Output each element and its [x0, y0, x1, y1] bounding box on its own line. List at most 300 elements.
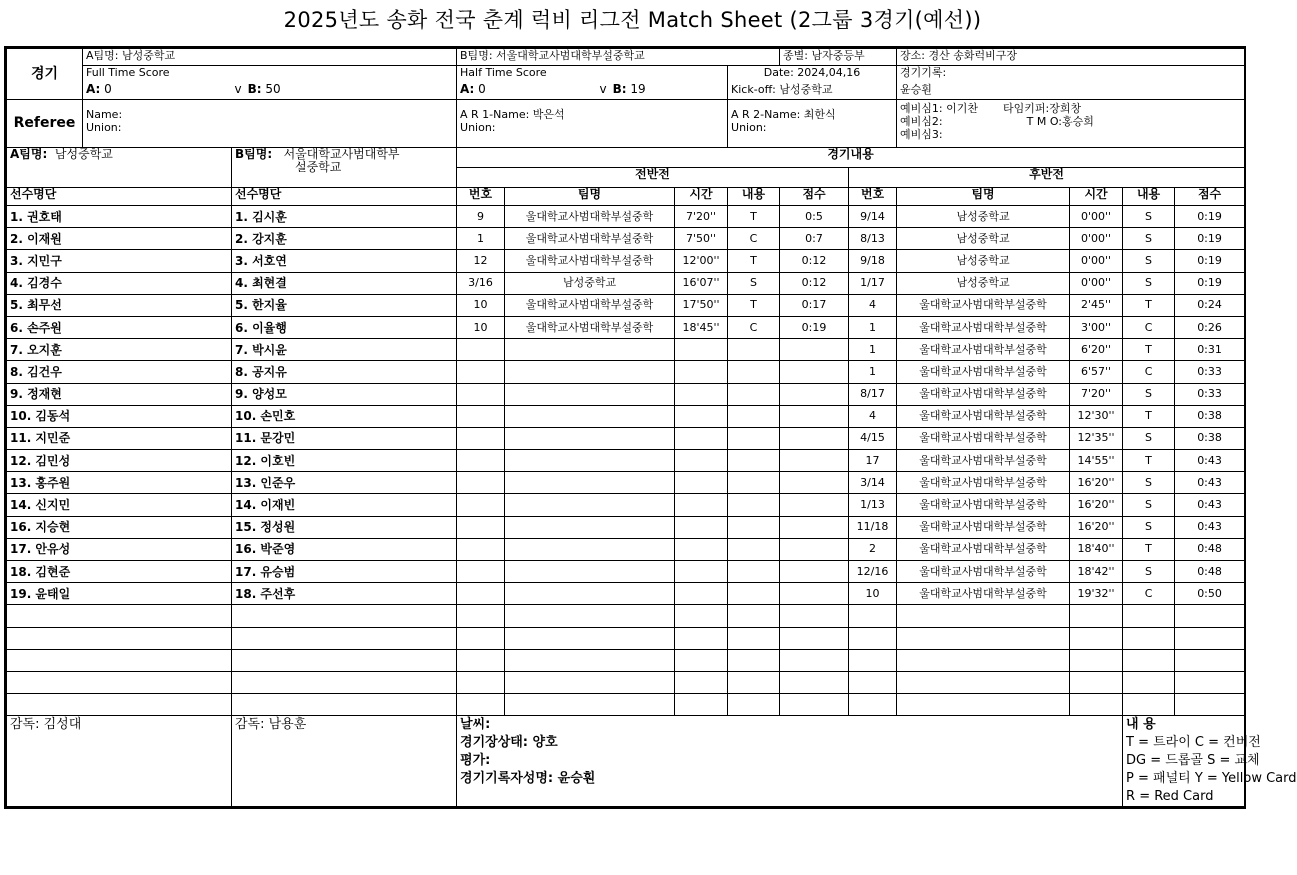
first-half-type: S	[728, 272, 780, 294]
first-half-no	[457, 383, 505, 405]
second-half-score	[1175, 605, 1245, 627]
legend-line-1: T = 트라이 C = 컨버전	[1126, 735, 1261, 751]
b-player: 1. 김시훈	[232, 206, 457, 228]
half-time-a-score: 0	[478, 81, 486, 96]
first-half-team	[505, 516, 675, 538]
second-half-no: 10	[849, 583, 897, 605]
a-player	[7, 627, 232, 649]
second-half-no: 4	[849, 294, 897, 316]
second-half-team: 울대학교사범대학부설중학	[897, 339, 1070, 361]
second-half-score: 0:48	[1175, 561, 1245, 583]
ar1-name: A R 1-Name: 박은석	[460, 108, 565, 121]
table-row	[7, 605, 1245, 627]
first-half-score	[780, 427, 849, 449]
first-half-type	[728, 450, 780, 472]
b-player: 10. 손민호	[232, 405, 457, 427]
first-half-no	[457, 339, 505, 361]
second-half-team: 남성중학교	[897, 272, 1070, 294]
b-player: 5. 한지율	[232, 294, 457, 316]
second-half-no: 12/16	[849, 561, 897, 583]
ar1-union: Union:	[460, 121, 496, 134]
second-half-no: 11/18	[849, 516, 897, 538]
first-half-score: 0:17	[780, 294, 849, 316]
first-half-no	[457, 694, 505, 716]
second-half-score: 0:48	[1175, 538, 1245, 560]
second-half-team	[897, 605, 1070, 627]
table-row	[7, 383, 1245, 405]
first-half-team	[505, 561, 675, 583]
second-half-team	[897, 671, 1070, 693]
second-half-team: 울대학교사범대학부설중학	[897, 516, 1070, 538]
table-row	[7, 649, 1245, 671]
b-player: 18. 주선후	[232, 583, 457, 605]
b-player: 13. 인준우	[232, 472, 457, 494]
first-half-type	[728, 627, 780, 649]
a-player: 6. 손주원	[7, 316, 232, 338]
table-row	[7, 494, 1245, 516]
versus-label: v	[234, 81, 242, 96]
first-half-type	[728, 516, 780, 538]
a-player: 8. 김건우	[7, 361, 232, 383]
a-player: 12. 김민성	[7, 450, 232, 472]
second-half-team: 울대학교사범대학부설중학	[897, 405, 1070, 427]
first-half-score	[780, 583, 849, 605]
first-half-time	[675, 671, 728, 693]
first-half-no: 3/16	[457, 272, 505, 294]
second-half-type	[1123, 605, 1175, 627]
a-label: A:	[86, 81, 101, 96]
referee-label: Referee	[7, 100, 83, 148]
second-half-time	[1070, 627, 1123, 649]
second-half-score	[1175, 671, 1245, 693]
sheet-title: 2025년도 송화 전국 춘계 럭비 리그전 Match Sheet (2그룹 3경기(예선))	[283, 8, 982, 32]
second-half-score: 0:26	[1175, 316, 1245, 338]
first-half-score	[780, 694, 849, 716]
first-half-team	[505, 427, 675, 449]
second-half-no: 8/13	[849, 228, 897, 250]
second-half-time: 0'00''	[1070, 272, 1123, 294]
first-half-no	[457, 494, 505, 516]
second-half-col-no: 번호	[849, 188, 897, 206]
first-half-team	[505, 494, 675, 516]
a-player: 14. 신지민	[7, 494, 232, 516]
first-half-no: 10	[457, 316, 505, 338]
field-condition: 경기장상태: 양호	[460, 735, 558, 751]
second-half-team: 울대학교사범대학부설중학	[897, 294, 1070, 316]
full-time-b-score: 50	[265, 81, 281, 96]
a-player: 4. 김경수	[7, 272, 232, 294]
second-half-time: 14'55''	[1070, 450, 1123, 472]
coach-a: 감독: 김성대	[7, 716, 232, 807]
first-half-score	[780, 450, 849, 472]
second-half-no: 9/18	[849, 250, 897, 272]
half-time-b	[505, 83, 728, 100]
a-player-list-header: 선수명단	[7, 188, 232, 206]
first-half-col-team: 팀명	[505, 188, 675, 206]
second-half-team: 울대학교사범대학부설중학	[897, 383, 1070, 405]
second-half-type: C	[1123, 583, 1175, 605]
second-half-team: 남성중학교	[897, 206, 1070, 228]
second-half-type: S	[1123, 561, 1175, 583]
table-row	[7, 561, 1245, 583]
first-half-time	[675, 605, 728, 627]
first-half-no: 1	[457, 228, 505, 250]
first-half-time: 17'50''	[675, 294, 728, 316]
first-half-no	[457, 561, 505, 583]
first-half-score	[780, 472, 849, 494]
roster-b-team	[232, 148, 457, 188]
first-half-time	[675, 383, 728, 405]
reserve-referee-1: 예비심1: 이기찬	[900, 102, 978, 115]
first-half-time	[675, 561, 728, 583]
b-label: B:	[612, 81, 627, 96]
second-half-no: 1	[849, 339, 897, 361]
second-half-team: 울대학교사범대학부설중학	[897, 427, 1070, 449]
second-half-time: 6'20''	[1070, 339, 1123, 361]
first-half-time	[675, 694, 728, 716]
recorder-name: 윤승훤	[897, 83, 1245, 100]
table-row	[7, 671, 1245, 693]
first-half-team	[505, 538, 675, 560]
first-half-team: 울대학교사범대학부설중학	[505, 250, 675, 272]
first-half-score: 0:12	[780, 272, 849, 294]
match-label: 경기	[7, 49, 83, 100]
second-half-time	[1070, 605, 1123, 627]
table-row	[7, 627, 1245, 649]
first-half-no	[457, 405, 505, 427]
ar1-info	[457, 100, 728, 148]
b-player	[232, 694, 457, 716]
first-half-score	[780, 494, 849, 516]
second-half-time	[1070, 649, 1123, 671]
first-half-type	[728, 472, 780, 494]
a-label: A:	[460, 81, 475, 96]
first-half-team	[505, 627, 675, 649]
second-half-score: 0:33	[1175, 361, 1245, 383]
record-label: 경기기록:	[897, 66, 1245, 83]
second-half-time: 6'57''	[1070, 361, 1123, 383]
second-half-time: 0'00''	[1070, 228, 1123, 250]
full-time-b	[232, 83, 457, 100]
table-row	[7, 272, 1245, 294]
second-half-no: 8/17	[849, 383, 897, 405]
table-row	[7, 250, 1245, 272]
b-player: 16. 박준영	[232, 538, 457, 560]
first-half-time	[675, 361, 728, 383]
team-b-line: B팀명: 서울대학교사범대학부설중학교	[457, 49, 780, 66]
first-half-time	[675, 427, 728, 449]
second-half-no	[849, 649, 897, 671]
first-half-team	[505, 649, 675, 671]
first-half-col-time: 시간	[675, 188, 728, 206]
first-half-time: 16'07''	[675, 272, 728, 294]
table-row	[7, 361, 1245, 383]
b-team-name-line1: 서울대학교사범대학부	[283, 147, 400, 161]
first-half-no: 9	[457, 206, 505, 228]
table-row	[7, 694, 1245, 716]
second-half-time: 0'00''	[1070, 206, 1123, 228]
first-half-time: 7'50''	[675, 228, 728, 250]
a-team-name: 남성중학교	[54, 147, 113, 161]
second-half-type: C	[1123, 316, 1175, 338]
second-half-type: S	[1123, 250, 1175, 272]
legend-title: 내 용	[1126, 717, 1156, 733]
match-sheet	[4, 46, 1297, 809]
table-row	[7, 405, 1245, 427]
second-half-time: 19'32''	[1070, 583, 1123, 605]
second-half-time: 2'45''	[1070, 294, 1123, 316]
b-player	[232, 649, 457, 671]
first-half-no	[457, 361, 505, 383]
second-half-no: 1	[849, 316, 897, 338]
b-player: 17. 유승범	[232, 561, 457, 583]
a-player: 16. 지승현	[7, 516, 232, 538]
second-half-score: 0:24	[1175, 294, 1245, 316]
b-player: 11. 문강민	[232, 427, 457, 449]
ar2-name: A R 2-Name: 최한식	[731, 108, 836, 121]
second-half-type: T	[1123, 538, 1175, 560]
first-half-score	[780, 671, 849, 693]
first-half-type: T	[728, 206, 780, 228]
first-half-team	[505, 405, 675, 427]
first-half-time	[675, 339, 728, 361]
first-half-type	[728, 538, 780, 560]
reserve-referee-2: 예비심2:	[900, 115, 943, 128]
first-half-time: 12'00''	[675, 250, 728, 272]
second-half-score: 0:43	[1175, 494, 1245, 516]
a-player	[7, 671, 232, 693]
a-player: 18. 김현준	[7, 561, 232, 583]
second-half-team	[897, 694, 1070, 716]
first-half-type	[728, 583, 780, 605]
first-half-col-type: 내용	[728, 188, 780, 206]
b-player: 9. 양성모	[232, 383, 457, 405]
first-half-time	[675, 450, 728, 472]
second-half-score: 0:43	[1175, 450, 1245, 472]
first-half-score	[780, 561, 849, 583]
second-half-time: 16'20''	[1070, 472, 1123, 494]
second-half-type: C	[1123, 361, 1175, 383]
venue-line: 장소: 경산 송화럭비구장	[897, 49, 1245, 66]
first-half-score: 0:19	[780, 316, 849, 338]
evaluation: 평가:	[460, 753, 491, 769]
first-half-score	[780, 605, 849, 627]
second-half-label: 후반전	[849, 168, 1245, 188]
second-half-no	[849, 605, 897, 627]
second-half-col-time: 시간	[1070, 188, 1123, 206]
first-half-type: C	[728, 228, 780, 250]
second-half-col-score: 점수	[1175, 188, 1245, 206]
second-half-team: 울대학교사범대학부설중학	[897, 494, 1070, 516]
second-half-no: 1	[849, 361, 897, 383]
second-half-type: S	[1123, 472, 1175, 494]
second-half-type: S	[1123, 228, 1175, 250]
first-half-time: 18'45''	[675, 316, 728, 338]
second-half-team: 울대학교사범대학부설중학	[897, 316, 1070, 338]
second-half-no: 4	[849, 405, 897, 427]
second-half-team: 울대학교사범대학부설중학	[897, 561, 1070, 583]
second-half-type: S	[1123, 272, 1175, 294]
second-half-type: S	[1123, 516, 1175, 538]
first-half-type	[728, 694, 780, 716]
table-row	[7, 206, 1245, 228]
second-half-no: 9/14	[849, 206, 897, 228]
first-half-team: 남성중학교	[505, 272, 675, 294]
second-half-team: 울대학교사범대학부설중학	[897, 450, 1070, 472]
first-half-no	[457, 427, 505, 449]
a-player: 5. 최무선	[7, 294, 232, 316]
first-half-team	[505, 383, 675, 405]
first-half-type	[728, 649, 780, 671]
half-time-label: Half Time Score	[457, 66, 728, 83]
first-half-time	[675, 583, 728, 605]
second-half-score	[1175, 627, 1245, 649]
table-row	[7, 294, 1245, 316]
legend-line-4: R = Red Card	[1126, 789, 1214, 805]
first-half-team	[505, 450, 675, 472]
first-half-type	[728, 339, 780, 361]
first-half-no	[457, 627, 505, 649]
full-time-label: Full Time Score	[83, 66, 457, 83]
second-half-score: 0:19	[1175, 206, 1245, 228]
second-half-team: 울대학교사범대학부설중학	[897, 538, 1070, 560]
second-half-team: 남성중학교	[897, 228, 1070, 250]
first-half-score	[780, 361, 849, 383]
b-team-label: B팀명:	[235, 147, 273, 161]
first-half-type	[728, 361, 780, 383]
b-player: 8. 공지유	[232, 361, 457, 383]
first-half-no	[457, 583, 505, 605]
first-half-time	[675, 516, 728, 538]
second-half-no: 4/15	[849, 427, 897, 449]
first-half-score	[780, 405, 849, 427]
b-team-name-line2: 설중학교	[295, 160, 342, 174]
match-notes	[457, 716, 1123, 807]
full-time-a	[83, 83, 232, 100]
second-half-type: S	[1123, 494, 1175, 516]
second-half-team	[897, 627, 1070, 649]
first-half-team: 울대학교사범대학부설중학	[505, 294, 675, 316]
first-half-type: T	[728, 294, 780, 316]
second-half-time: 12'35''	[1070, 427, 1123, 449]
second-half-time	[1070, 671, 1123, 693]
second-half-time: 3'00''	[1070, 316, 1123, 338]
recorder-signature: 경기기록자성명: 윤승훤	[460, 771, 596, 787]
b-player: 3. 서호연	[232, 250, 457, 272]
second-half-type	[1123, 649, 1175, 671]
first-half-team: 울대학교사범대학부설중학	[505, 228, 675, 250]
table-row	[7, 316, 1245, 338]
first-half-score	[780, 627, 849, 649]
second-half-type: S	[1123, 383, 1175, 405]
a-player: 3. 지민구	[7, 250, 232, 272]
first-half-type: T	[728, 250, 780, 272]
table-row	[7, 450, 1245, 472]
first-half-type	[728, 605, 780, 627]
referee-name-label: Name:	[86, 108, 123, 121]
a-player: 19. 윤태일	[7, 583, 232, 605]
first-half-time	[675, 538, 728, 560]
a-team-label: A팀명:	[10, 147, 48, 161]
first-half-no	[457, 472, 505, 494]
first-half-team	[505, 361, 675, 383]
second-half-type	[1123, 627, 1175, 649]
ar2-union: Union:	[731, 121, 767, 134]
first-half-team	[505, 605, 675, 627]
second-half-team: 남성중학교	[897, 250, 1070, 272]
referee-union-label: Union:	[86, 121, 122, 134]
first-half-time	[675, 494, 728, 516]
legend-line-2: DG = 드롭골 S = 교체	[1126, 753, 1260, 769]
first-half-col-no: 번호	[457, 188, 505, 206]
table-row	[7, 228, 1245, 250]
reserve-referee-3: 예비심3:	[900, 128, 943, 141]
table-row	[7, 427, 1245, 449]
team-a-line: A팀명: 남성중학교	[83, 49, 457, 66]
first-half-label: 전반전	[457, 168, 849, 188]
second-half-score: 0:43	[1175, 472, 1245, 494]
first-half-time	[675, 627, 728, 649]
second-half-time: 18'42''	[1070, 561, 1123, 583]
second-half-type: T	[1123, 405, 1175, 427]
legend-line-3: P = 패널티 Y = Yellow Card	[1126, 771, 1297, 787]
first-half-type	[728, 561, 780, 583]
first-half-no: 10	[457, 294, 505, 316]
first-half-score	[780, 538, 849, 560]
second-half-type: T	[1123, 339, 1175, 361]
b-player: 2. 강지훈	[232, 228, 457, 250]
b-player-list-header: 선수명단	[232, 188, 457, 206]
referee-info	[83, 100, 457, 148]
first-half-team	[505, 583, 675, 605]
second-half-score	[1175, 694, 1245, 716]
second-half-time: 16'20''	[1070, 516, 1123, 538]
second-half-no: 2	[849, 538, 897, 560]
second-half-score: 0:31	[1175, 339, 1245, 361]
second-half-team	[897, 649, 1070, 671]
second-half-score: 0:19	[1175, 250, 1245, 272]
first-half-score	[780, 339, 849, 361]
match-sheet-table	[6, 48, 1297, 807]
first-half-score: 0:12	[780, 250, 849, 272]
first-half-type	[728, 494, 780, 516]
b-player: 15. 정성원	[232, 516, 457, 538]
b-player: 14. 이재빈	[232, 494, 457, 516]
second-half-type	[1123, 671, 1175, 693]
a-player: 17. 안유성	[7, 538, 232, 560]
table-row	[7, 583, 1245, 605]
second-half-no	[849, 694, 897, 716]
table-row	[7, 538, 1245, 560]
second-half-time: 16'20''	[1070, 494, 1123, 516]
second-half-score: 0:43	[1175, 516, 1245, 538]
table-row	[7, 472, 1245, 494]
second-half-no	[849, 627, 897, 649]
second-half-score: 0:50	[1175, 583, 1245, 605]
second-half-type: S	[1123, 427, 1175, 449]
ar2-info	[728, 100, 897, 148]
full-time-a-score: 0	[104, 81, 112, 96]
table-row	[7, 516, 1245, 538]
first-half-col-score: 점수	[780, 188, 849, 206]
first-half-no: 12	[457, 250, 505, 272]
second-half-type: T	[1123, 450, 1175, 472]
first-half-time: 7'20''	[675, 206, 728, 228]
second-half-time	[1070, 694, 1123, 716]
first-half-no	[457, 516, 505, 538]
second-half-time: 7'20''	[1070, 383, 1123, 405]
first-half-team	[505, 472, 675, 494]
